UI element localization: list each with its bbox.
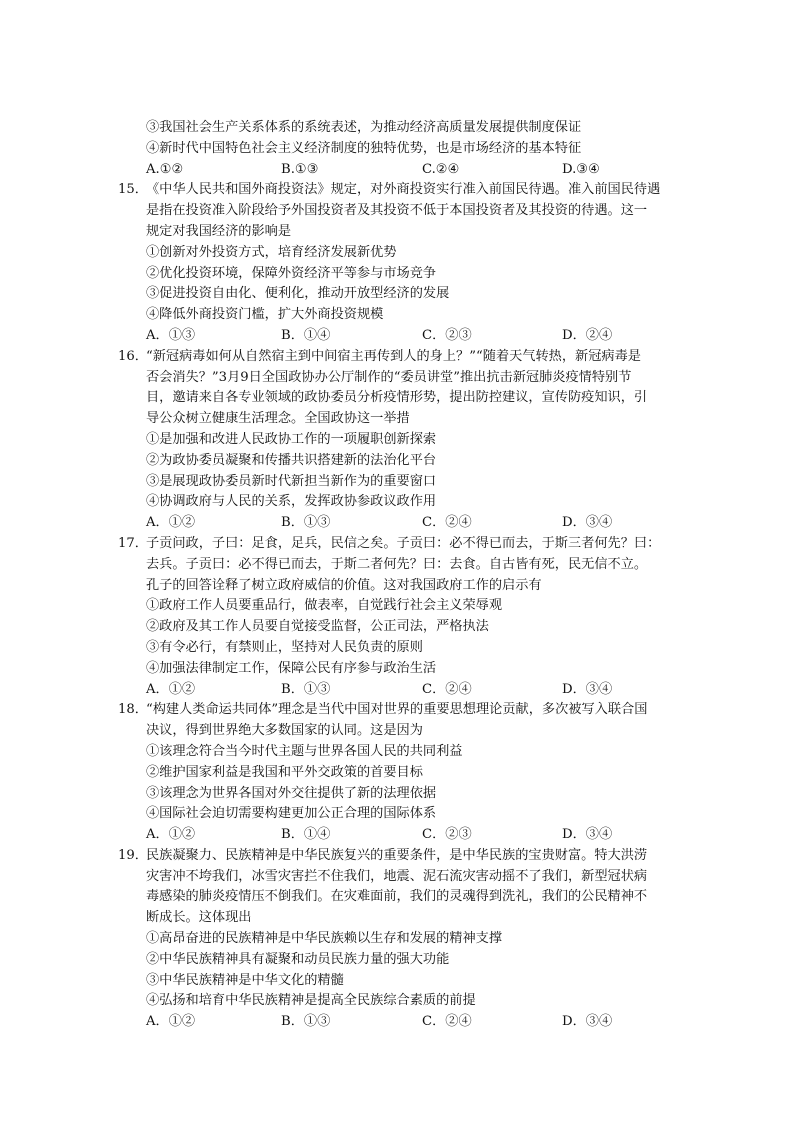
q16-answer-d[interactable]: D．③④ <box>562 515 613 531</box>
q14-answer-d[interactable]: D.③④ <box>562 161 600 177</box>
q17-stem-line-1: 17．子贡问政，子曰：足食，足兵，民信之矣。子贡曰：必不得已而去，于斯三者何先？曰： <box>0 534 794 555</box>
q15-answer-d[interactable]: D．②④ <box>562 327 613 343</box>
q15-answer-b[interactable]: B．①④ <box>281 327 331 343</box>
q19-stem-line-1: 19．民族凝聚力、民族精神是中华民族复兴的重要条件，是中华民族的宝贵财富。特大洪涝 <box>0 846 794 867</box>
q19-answer-c[interactable]: C．②④ <box>422 1014 472 1030</box>
q19-stem-line-4: 断成长。这体现出 <box>146 910 252 926</box>
q19-answer-d[interactable]: D．③④ <box>562 1014 613 1030</box>
q19-option-1: ①高昂奋进的民族精神是中华民族赖以生存和发展的精神支撑 <box>146 931 503 947</box>
q17-answer-row <box>0 680 794 701</box>
q18-answer-c[interactable]: C．②③ <box>422 827 472 843</box>
q14-answer-a[interactable]: A.①② <box>146 161 184 177</box>
q14-option-3: ③我国社会生产关系体系的系统表述，为推动经济高质量发展提供制度保证 <box>146 120 582 135</box>
q19-stem-line-2: 灾害冲不垮我们，冰雪灾害拦不住我们，地震、泥石流灾害动摇不了我们，新型冠状病 <box>146 868 648 884</box>
q17-number: 17． <box>118 535 148 551</box>
q16-answer-c[interactable]: C．②④ <box>422 515 472 531</box>
q19-answer-row <box>0 1012 794 1033</box>
q16-stem-line-2: 否会消失？”3月9日全国政协办公厅制作的“委员讲堂”推出抗击新冠肺炎疫情特别节 <box>146 369 632 385</box>
q16-answer-row <box>0 513 794 534</box>
q15-answer-a[interactable]: A．①③ <box>146 327 196 343</box>
q17-stem-line-3: 孔子的回答诠释了树立政府威信的价值。这对我国政府工作的启示有 <box>146 577 542 593</box>
q18-option-2: ②维护国家利益是我国和平外交政策的首要目标 <box>146 764 423 780</box>
q16-number: 16． <box>118 348 148 364</box>
q17-answer-c[interactable]: C．②④ <box>422 681 472 697</box>
q18-number: 18． <box>118 702 148 718</box>
q16-option-3: ③是展现政协委员新时代新担当新作为的重要窗口 <box>146 473 437 489</box>
q15-option-1: ①创新对外投资方式，培育经济发展新优势 <box>146 244 397 260</box>
q18-answer-a[interactable]: A．①② <box>146 827 196 843</box>
q17-option-1: ①政府工作人员要重品行，做表率，自觉践行社会主义荣辱观 <box>146 598 503 614</box>
q16-option-1: ①是加强和改进人民政协工作的一项履职创新探索 <box>146 431 437 447</box>
q18-option-4: ④国际社会迫切需要构建更加公正合理的国际体系 <box>146 806 437 822</box>
q19-answer-a[interactable]: A．①② <box>146 1014 196 1030</box>
q15-stem-line-1: 15．《中华人民共和国外商投资法》规定，对外商投资实行准入前国民待遇。准入前国民待遇 <box>0 180 794 201</box>
q19-stem-line-3: 毒感染的肺炎疫情压不倒我们。在灾难面前，我们的灵魂得到洗礼，我们的公民精神不 <box>146 889 648 905</box>
q15-number: 15． <box>118 182 148 198</box>
q18-answer-b[interactable]: B．①④ <box>281 827 331 843</box>
q17-option-2: ②政府及其工作人员要自觉接受监督，公正司法，严格执法 <box>146 619 489 635</box>
q18-answer-d[interactable]: D．③④ <box>562 827 613 843</box>
q14-answer-c[interactable]: C.②④ <box>422 161 460 177</box>
q19-option-2: ②中华民族精神具有凝聚和动员民族力量的强大功能 <box>146 951 450 967</box>
q15-stem-line-2: 是指在投资准入阶段给予外国投资者及其投资不低于本国投资者及其投资的待遇。这一 <box>146 203 648 219</box>
q16-answer-b[interactable]: B．①③ <box>281 515 331 531</box>
q18-option-1: ①该理念符合当今时代主题与世界各国人民的共同利益 <box>146 743 463 759</box>
q16-option-4: ④协调政府与人民的关系，发挥政协参政议政作用 <box>146 494 437 510</box>
q14-answer-b[interactable]: B.①③ <box>281 161 319 177</box>
q16-option-2: ②为政协委员凝聚和传播共识搭建新的法治化平台 <box>146 452 437 468</box>
q14-answer-row <box>0 160 794 181</box>
q16-stem-line-3: 目，邀请来自各专业领域的政协委员分析疫情形势，提出防控建议，宣传防疫知识，引 <box>146 390 648 406</box>
q19-option-4: ④弘扬和培育中华民族精神是提高全民族综合素质的前提 <box>146 993 476 1009</box>
q19-answer-b[interactable]: B．①③ <box>281 1014 331 1030</box>
q15-option-3: ③促进投资自由化、便利化，推动开放型经济的发展 <box>146 286 450 302</box>
q17-option-3: ③有令必行，有禁则止，坚持对人民负责的原则 <box>146 639 423 655</box>
q15-answer-c[interactable]: C．②③ <box>422 327 472 343</box>
q14-option-4: ④新时代中国特色社会主义经济制度的独特优势，也是市场经济的基本特征 <box>146 140 582 156</box>
q17-answer-b[interactable]: B．①③ <box>281 681 331 697</box>
q18-stem-line-2: 决议，得到世界绝大多数国家的认同。这是因为 <box>146 723 423 739</box>
q18-stem-line-1: 18．“构建人类命运共同体”理念是当代中国对世界的重要思想理论贡献，多次被写入联合国 <box>0 700 794 721</box>
q15-answer-row <box>0 326 794 347</box>
q17-answer-d[interactable]: D．③④ <box>562 681 613 697</box>
exam-page <box>0 118 794 1033</box>
q16-stem-line-4: 导公众树立健康生活理念。全国政协这一举措 <box>146 411 410 427</box>
q18-option-3: ③该理念为世界各国对外交往提供了新的法理依据 <box>146 785 437 801</box>
q16-answer-a[interactable]: A．①② <box>146 515 196 531</box>
q17-answer-a[interactable]: A．①② <box>146 681 196 697</box>
q17-stem-line-2: 去兵。子贡曰：必不得已而去，于斯二者何先？曰：去食。自古皆有死，民无信不立。 <box>146 556 648 572</box>
q17-option-4: ④加强法律制定工作，保障公民有序参与政治生活 <box>146 660 437 676</box>
q19-option-3: ③中华民族精神是中华文化的精髓 <box>146 972 344 988</box>
q15-option-2: ②优化投资环境，保障外资经济平等参与市场竞争 <box>146 265 437 281</box>
q15-stem-line-3: 规定对我国经济的影响是 <box>146 223 292 239</box>
q15-option-4: ④降低外商投资门槛，扩大外商投资规模 <box>146 307 384 323</box>
q16-stem-line-1: 16．“新冠病毒如何从自然宿主到中间宿主再传到人的身上？”“随着天气转热，新冠病毒是 <box>0 347 794 368</box>
q19-number: 19． <box>118 847 148 863</box>
q18-answer-row <box>0 825 794 846</box>
